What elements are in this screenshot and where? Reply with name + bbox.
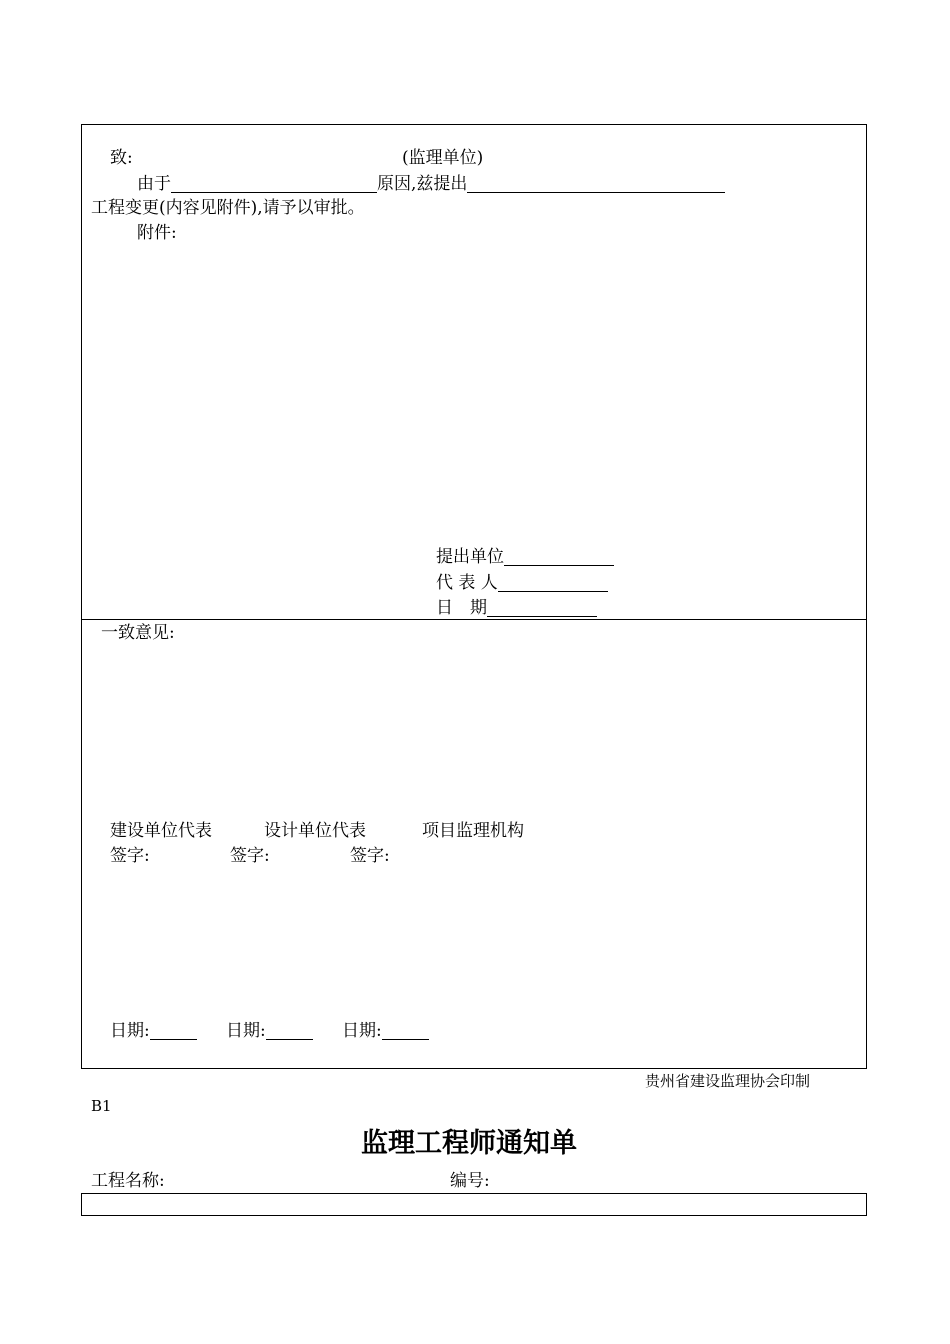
sign-label-2: 签字: xyxy=(230,846,270,866)
attachment-label: 附件: xyxy=(137,223,177,243)
sign-date-label-3: 日期: xyxy=(342,1021,382,1041)
sign-date-3 xyxy=(342,1022,429,1040)
party-supervision: 项目监理机构 xyxy=(422,821,524,841)
representative-line xyxy=(436,574,608,592)
sign-date-label-2: 日期: xyxy=(226,1021,266,1041)
date-line xyxy=(436,599,597,617)
proposal-blank[interactable] xyxy=(467,175,725,193)
sign-label-3: 签字: xyxy=(350,846,390,866)
reason-blank[interactable] xyxy=(171,175,377,193)
form-code: B1 xyxy=(91,1097,112,1115)
sign-date-blank-1[interactable] xyxy=(150,1022,197,1040)
to-unit-label: (监理单位) xyxy=(402,148,484,168)
opinion-label: 一致意见: xyxy=(101,623,175,643)
date-blank[interactable] xyxy=(487,599,597,617)
to-label: 致: xyxy=(110,148,133,168)
change-request-form xyxy=(81,124,867,1069)
party-design: 设计单位代表 xyxy=(264,821,366,841)
proposer-unit-label: 提出单位 xyxy=(436,547,504,567)
representative-label: 代 表 人 xyxy=(436,573,498,593)
sign-date-blank-2[interactable] xyxy=(266,1022,313,1040)
party-construction: 建设单位代表 xyxy=(110,821,212,841)
sign-date-1 xyxy=(110,1022,197,1040)
reason-line xyxy=(137,175,725,193)
representative-blank[interactable] xyxy=(498,574,608,592)
printer-note: 贵州省建设监理协会印制 xyxy=(645,1072,811,1090)
sign-date-2 xyxy=(226,1022,313,1040)
section-divider xyxy=(81,619,867,620)
notice-form-box xyxy=(81,1193,867,1216)
sign-label-1: 签字: xyxy=(110,846,150,866)
sign-date-label-1: 日期: xyxy=(110,1021,150,1041)
date-label: 日 期 xyxy=(436,598,487,618)
reason-prefix: 由于 xyxy=(137,174,171,194)
proposer-unit-blank[interactable] xyxy=(504,548,614,566)
number-label: 编号: xyxy=(450,1171,490,1191)
request-text: 工程变更(内容见附件),请予以审批。 xyxy=(91,198,365,218)
proposer-unit-line xyxy=(436,548,614,566)
sign-date-blank-3[interactable] xyxy=(382,1022,429,1040)
project-name-label: 工程名称: xyxy=(91,1171,165,1191)
form-title: 监理工程师通知单 xyxy=(361,1128,577,1159)
reason-mid: 原因,兹提出 xyxy=(377,174,468,194)
